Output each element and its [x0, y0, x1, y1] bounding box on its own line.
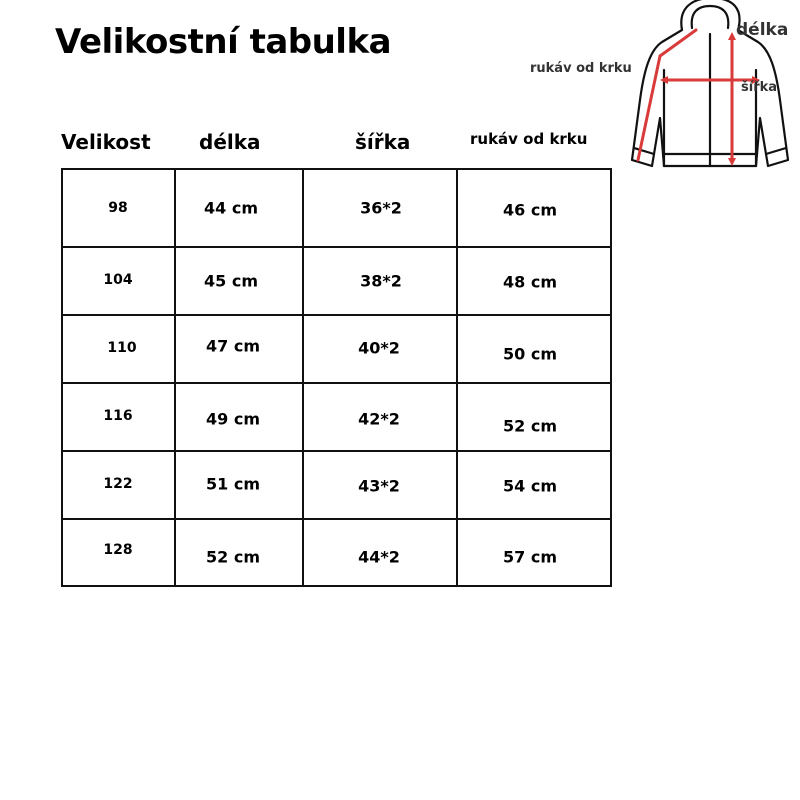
- cell-length: 51 cm: [206, 474, 260, 494]
- cell-sleeve: 57 cm: [503, 547, 557, 567]
- header-sleeve: rukáv od krku: [470, 130, 588, 148]
- cell-width: 43*2: [358, 476, 400, 496]
- table-grid-lines: [61, 168, 612, 587]
- header-length: délka: [199, 130, 261, 154]
- page-title: Velikostní tabulka: [55, 22, 392, 62]
- cell-length: 45 cm: [204, 271, 258, 291]
- cell-size: 110: [107, 340, 137, 356]
- cell-length: 44 cm: [204, 198, 258, 218]
- header-width: šířka: [355, 130, 411, 154]
- cell-size: 122: [103, 476, 133, 492]
- diagram-label-length: délka: [736, 20, 789, 40]
- diagram-label-width: šířka: [741, 80, 778, 95]
- cell-length: 52 cm: [206, 547, 260, 567]
- size-table: [61, 168, 612, 587]
- cell-sleeve: 46 cm: [503, 200, 557, 220]
- header-size: Velikost: [61, 130, 151, 154]
- cell-sleeve: 54 cm: [503, 476, 557, 496]
- cell-sleeve: 50 cm: [503, 344, 557, 364]
- cell-width: 44*2: [358, 547, 400, 567]
- cell-width: 40*2: [358, 338, 400, 358]
- cell-length: 47 cm: [206, 336, 260, 356]
- cell-width: 38*2: [360, 271, 402, 291]
- cell-sleeve: 52 cm: [503, 416, 557, 436]
- diagram-label-sleeve: rukáv od krku: [530, 61, 632, 76]
- cell-width: 36*2: [360, 198, 402, 218]
- cell-width: 42*2: [358, 409, 400, 429]
- cell-sleeve: 48 cm: [503, 272, 557, 292]
- cell-size: 98: [108, 200, 128, 216]
- cell-size: 128: [103, 542, 133, 558]
- cell-size: 116: [103, 408, 133, 424]
- cell-size: 104: [103, 272, 133, 288]
- cell-length: 49 cm: [206, 409, 260, 429]
